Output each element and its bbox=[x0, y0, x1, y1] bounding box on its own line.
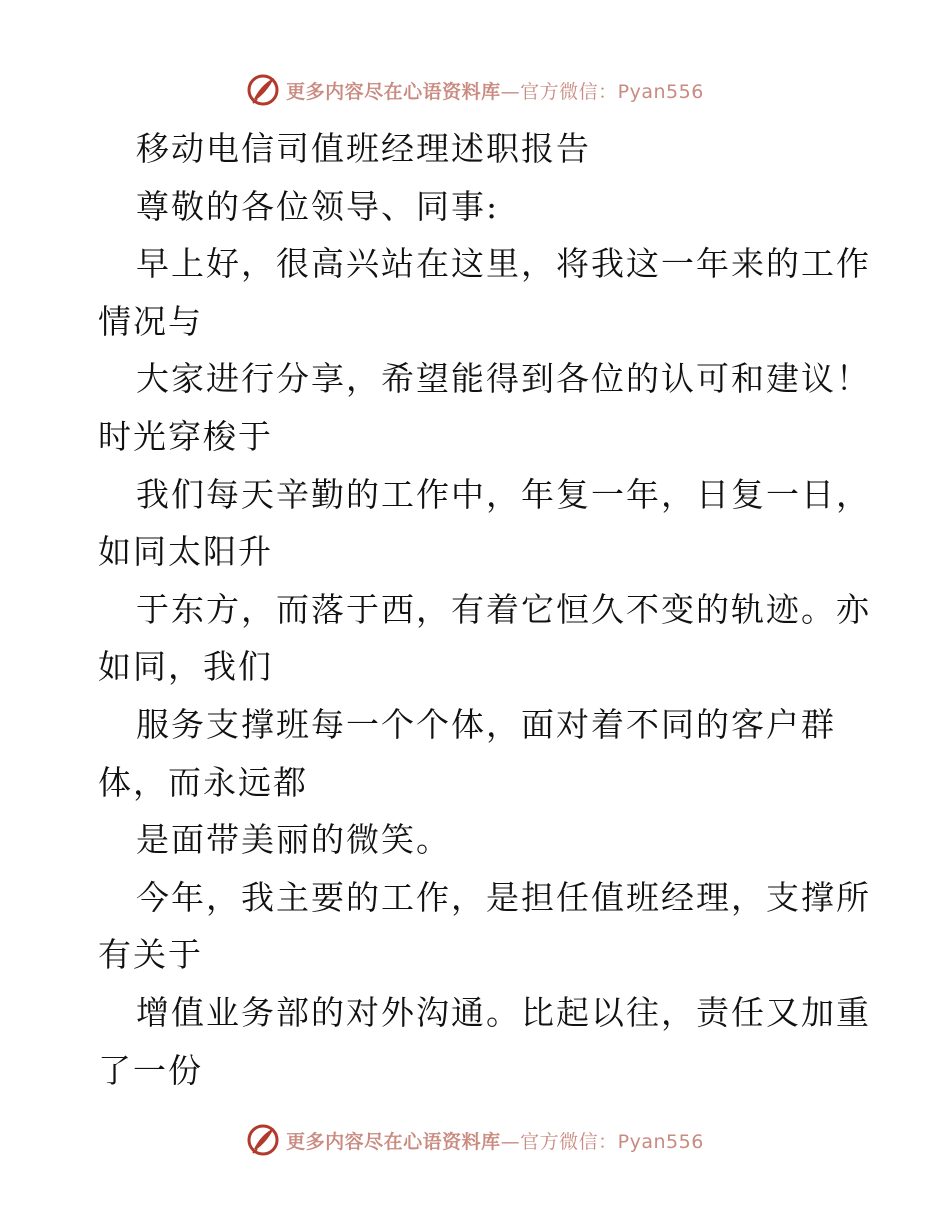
banner-separator: — bbox=[500, 80, 521, 103]
banner-separator: — bbox=[500, 1130, 521, 1153]
paragraph-line: 如同，我们 bbox=[98, 647, 273, 687]
document-title: 移动电信司值班经理述职报告 bbox=[136, 129, 591, 168]
banner-title: 更多内容尽在心语资料库 bbox=[286, 80, 501, 103]
paragraph-line: 增值业务部的对外沟通。比起以往，责任又加重 bbox=[136, 992, 871, 1032]
paragraph-line: 大家进行分享，希望能得到各位的认可和建议！ bbox=[136, 359, 871, 399]
salutation: 尊敬的各位领导、同事: bbox=[136, 186, 500, 226]
paragraph-line: 今年，我主要的工作，是担任值班经理，支撑所 bbox=[136, 877, 871, 917]
paragraph-line: 情况与 bbox=[98, 301, 203, 341]
banner-title: 更多内容尽在心语资料库 bbox=[286, 1130, 501, 1153]
banner-contact: 官方微信：Pyan556 bbox=[520, 1130, 704, 1153]
paragraph-line: 是面带美丽的微笑。 bbox=[136, 820, 451, 860]
paragraph-line: 有关于 bbox=[98, 935, 203, 975]
footer-banner bbox=[0, 1120, 950, 1160]
banner-contact: 官方微信：Pyan556 bbox=[520, 80, 704, 103]
paragraph-line: 体，而永远都 bbox=[98, 762, 308, 802]
banner-text bbox=[286, 77, 704, 104]
paragraph-line: 如同太阳升 bbox=[98, 532, 273, 572]
quill-logo-icon bbox=[246, 1123, 280, 1157]
quill-logo-icon bbox=[246, 73, 280, 107]
paragraph-line: 于东方，而落于西，有着它恒久不变的轨迹。亦 bbox=[136, 589, 871, 629]
banner-text bbox=[286, 1127, 704, 1154]
paragraph-line: 了一份 bbox=[98, 1050, 203, 1090]
header-banner bbox=[0, 70, 950, 110]
document-body bbox=[98, 120, 871, 1099]
paragraph-line: 服务支撑班每一个个体，面对着不同的客户群 bbox=[136, 704, 836, 744]
paragraph-line: 我们每天辛勤的工作中，年复一年，日复一日， bbox=[136, 474, 871, 514]
paragraph-line: 时光穿梭于 bbox=[98, 416, 273, 456]
paragraph-line: 早上好，很高兴站在这里，将我这一年来的工作 bbox=[136, 244, 871, 284]
